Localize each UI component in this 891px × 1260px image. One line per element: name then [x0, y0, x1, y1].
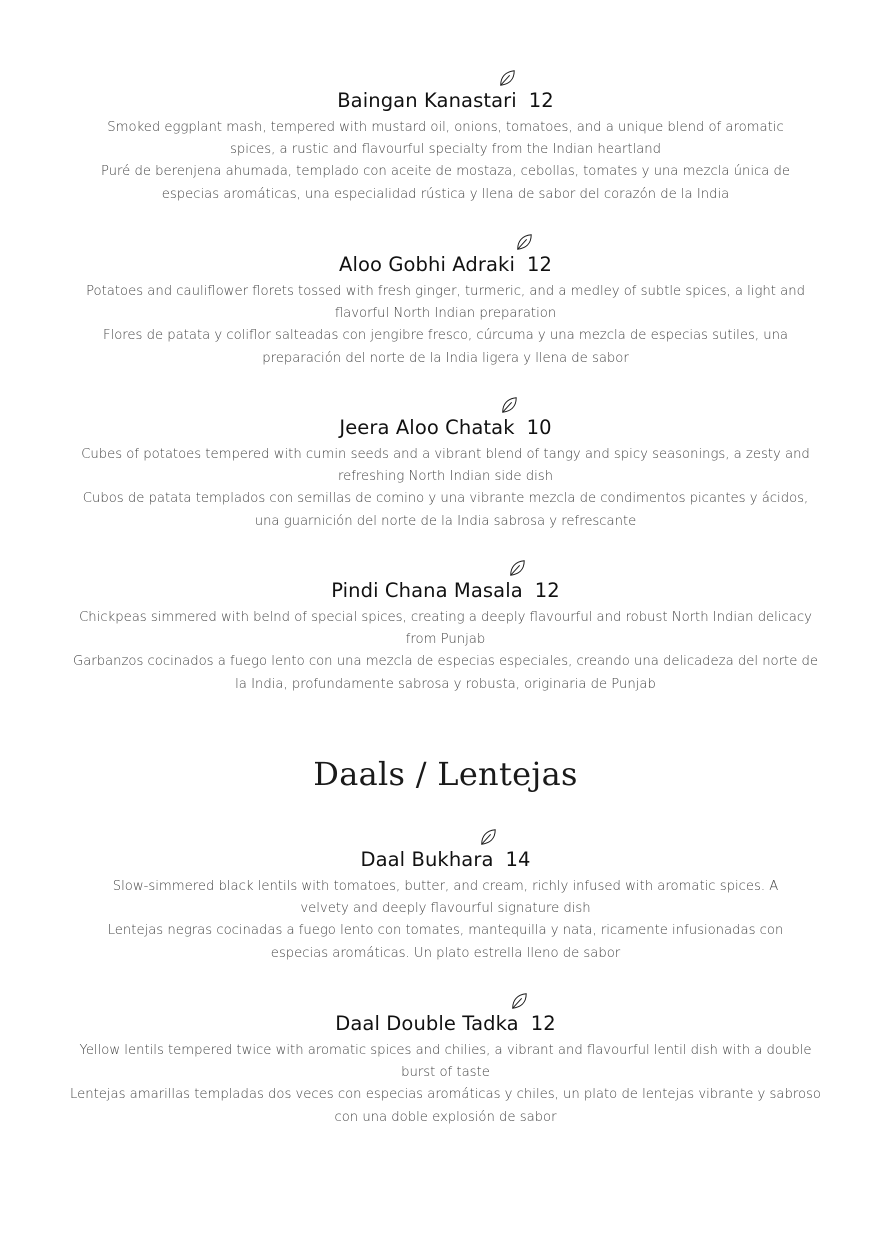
- dish-description-es: Lentejas amarillas templadas dos veces con especias aromáticas y chiles, un plato de lentejas vibrante y sabroso con una doble explosión de sabor: [70, 1087, 821, 1125]
- leaf-icon: [515, 233, 533, 251]
- dish-description-en: Chickpeas simmered with belnd of special spices, creating a deeply flavourful and robust North Indian delicacy from Punjab: [79, 610, 812, 648]
- dish-name: Jeera Aloo Chatak: [339, 416, 515, 439]
- dish-name: Daal Bukhara: [360, 848, 494, 871]
- section-title-daals: Daals / Lentejas: [313, 755, 578, 793]
- dish-description-es: Puré de berenjena ahumada, templado con aceite de mostaza, cebollas, tomates y una mezcla única de especias aromáticas, una especialidad rústica y llena de sabor del corazón de la India: [100, 164, 791, 202]
- leaf-icon: [498, 69, 516, 87]
- menu-item-aloo-gobhi-adraki: [70, 253, 821, 370]
- menu-item-jeera-aloo-chatak: [70, 416, 821, 533]
- dish-price: 12: [526, 253, 552, 276]
- dish-price: 14: [505, 848, 531, 871]
- dish-name: Baingan Kanastari: [337, 89, 517, 112]
- menu-item-pindi-chana-masala: [70, 579, 821, 696]
- dish-description-es: Flores de patata y coliflor salteadas con jengibre fresco, cúrcuma y una mezcla de especias sutiles, una preparación del norte de la India ligera y llena de sabor: [102, 328, 789, 366]
- menu-item-daal-double-tadka: [70, 1012, 821, 1129]
- leaf-icon: [500, 396, 518, 414]
- dish-description-en: Smoked eggplant mash, tempered with mustard oil, onions, tomatoes, and a unique blend of aromatic spices, a rustic and flavourful specialty from the Indian heartland: [107, 120, 784, 158]
- dish-description-en: Cubes of potatoes tempered with cumin seeds and a vibrant blend of tangy and spicy seasonings, a zesty and refreshing North Indian side dish: [81, 447, 810, 485]
- dish-price: 12: [528, 89, 554, 112]
- dish-heading: [360, 848, 530, 872]
- dish-heading: [335, 1012, 555, 1036]
- dish-heading: [339, 253, 552, 277]
- dish-heading: [339, 416, 551, 440]
- dish-description-en: Yellow lentils tempered twice with aromatic spices and chilies, a vibrant and flavourful lentil dish with a double burst of taste: [79, 1043, 812, 1081]
- dish-name: Pindi Chana Masala: [331, 579, 523, 602]
- dish-description-en: Slow-simmered black lentils with tomatoes, butter, and cream, richly infused with aromatic spices. A velvety and deeply flavourful signature dish: [112, 879, 779, 917]
- leaf-icon: [508, 559, 526, 577]
- dish-name: Aloo Gobhi Adraki: [339, 253, 515, 276]
- dish-price: 12: [534, 579, 560, 602]
- dish-heading: [331, 579, 560, 603]
- dish-description-es: Lentejas negras cocinadas a fuego lento con tomates, mantequilla y nata, ricamente infusionadas con especias aromáticas. Un plato estrella lleno de sabor: [107, 923, 784, 961]
- dish-price: 10: [526, 416, 552, 439]
- dish-description-es: Cubos de patata templados con semillas de comino y una vibrante mezcla de condimentos picantes y ácidos, una guarnición del norte de la India sabrosa y refrescante: [82, 491, 809, 529]
- leaf-icon: [479, 828, 497, 846]
- menu-item-baingan-kanastari: [70, 89, 821, 206]
- dish-description-en: Potatoes and cauliflower florets tossed with fresh ginger, turmeric, and a medley of subtle spices, a light and flavorful North Indian preparation: [86, 284, 805, 322]
- leaf-icon: [510, 992, 528, 1010]
- dish-price: 12: [530, 1012, 556, 1035]
- dish-name: Daal Double Tadka: [335, 1012, 519, 1035]
- dish-heading: [337, 89, 554, 113]
- dish-description-es: Garbanzos cocinados a fuego lento con una mezcla de especias especiales, creando una delicadeza del norte de la India, profundamente sabrosa y robusta, originaria de Punjab: [72, 654, 819, 692]
- menu-item-daal-bukhara: [70, 848, 821, 965]
